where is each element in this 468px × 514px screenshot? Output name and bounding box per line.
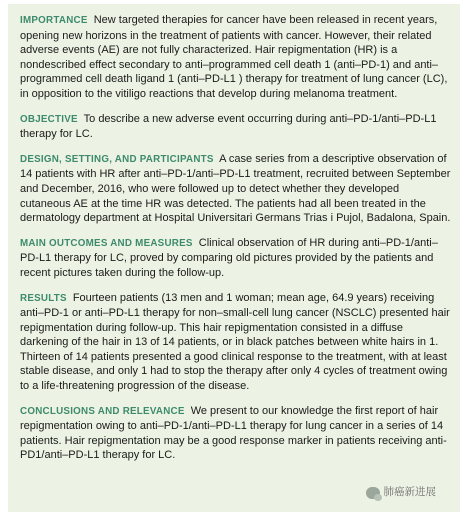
section-heading: OBJECTIVE — [20, 113, 78, 125]
section-text: Clinical observation of HR during anti–PD-1/anti–PD-L1 therapy for LC, proved by comparing old pictures provided by the patients and recent pictures taken during the follow-up. — [20, 236, 438, 279]
section-text: New targeted therapies for cancer have been released in recent years, opening new horizons in the treatment of patients with cancer. However, their related adverse events (AE) are not fully characterized. Hair repigmentation (HR) is a nondescribed effect secondary to anti–programmed cell death 1 (anti–PD-1) and anti–programmed cell death ligand 1 (anti–PD-L1 ) therapy for treatment of lung cancer (LC), in opposition to the vitiligo reactions that develop during melanoma treatment. — [20, 14, 448, 100]
watermark-text: 肺癌新进展 — [383, 486, 436, 499]
section-outcomes — [20, 236, 452, 281]
section-heading: DESIGN, SETTING, AND PARTICIPANTS — [20, 153, 214, 165]
section-objective — [20, 112, 452, 142]
section-heading: RESULTS — [20, 292, 67, 304]
section-text: To describe a new adverse event occurring during anti–PD-1/anti–PD-L1 therapy for LC. — [20, 112, 437, 141]
section-heading: CONCLUSIONS AND RELEVANCE — [20, 405, 185, 417]
section-text: We present to our knowledge the first report of hair repigmentation owing to anti–PD-1/anti–PD-L1 therapy for lung cancer in a series of 14 patients. Hair repigmentation may be a good response marker in patients receiving anti-PD1/anti–PD-L1 therapy for LC. — [20, 404, 447, 462]
abstract-panel — [8, 4, 460, 512]
watermark — [366, 485, 437, 500]
section-heading: IMPORTANCE — [20, 15, 88, 26]
section-heading: MAIN OUTCOMES AND MEASURES — [20, 237, 193, 249]
section-text: A case series from a descriptive observation of 14 patients with HR after anti–PD-1/anti–PD-L1 treatment, recruited between September and December, 2016, who were followed up to detect whether they developed cutaneous AE at the time HR was detected. The patients had all been treated in the dermatology department at Hospital Universitari Germans Trias i Pujol, Badalona, Spain. — [20, 152, 451, 225]
section-importance — [20, 13, 452, 102]
section-design — [20, 152, 452, 226]
section-text: Fourteen patients (13 men and 1 woman; mean age, 64.9 years) receiving anti–PD-1 or anti–PD-L1 therapy for non–small-cell lung cancer (NSCLC) presented hair repigmentation during follow-up. This hair repigmentation consisted in a diffuse darkening of the hair in 13 of 14 patients, or in black patches between white hairs in 1. Thirteen of 14 patients presented a good clinical response to the treatment, with at least stable disease, and only 1 had to stop the therapy after only 4 cycles of treatment owing to a life-threatening progression of the disease. — [20, 291, 450, 393]
section-conclusions — [20, 404, 452, 463]
wechat-icon — [366, 487, 380, 499]
section-results — [20, 291, 452, 394]
